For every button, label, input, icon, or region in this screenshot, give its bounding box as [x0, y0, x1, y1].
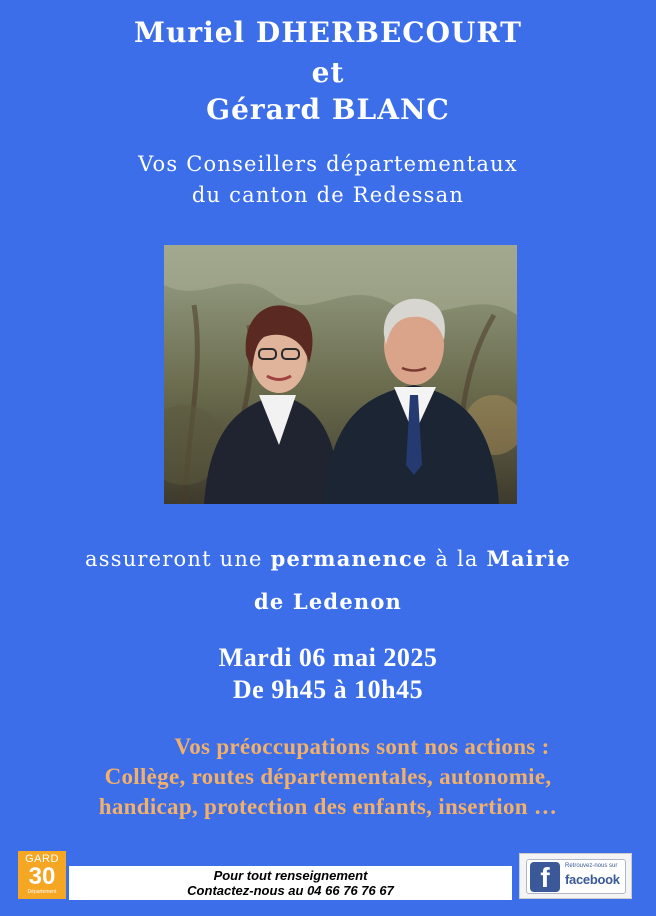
concerns-line-2: Collège, routes départementales, autonomie, — [104, 764, 552, 789]
gard-logo-sub: Département — [27, 889, 57, 895]
facebook-badge[interactable] — [519, 853, 632, 899]
conjunction-et: et — [311, 56, 345, 89]
subtitle-line-1: Vos Conseillers départementaux — [138, 152, 518, 176]
announcement-line-2: de Ledenon — [253, 589, 403, 614]
facebook-f-icon: f — [530, 862, 560, 892]
subtitle-line-2: du canton de Redessan — [191, 183, 465, 207]
contact-line-1: Pour tout renseignement — [213, 868, 368, 883]
name-muriel: Muriel DHERBECOURT — [133, 16, 522, 49]
contact-phone[interactable]: Contactez-nous au 04 66 76 76 67 — [187, 883, 394, 898]
event-date: Mardi 06 mai 2025 — [218, 643, 438, 672]
gard-logo-top: GARD — [25, 853, 59, 865]
contact-box — [69, 866, 512, 900]
facebook-badge-inner — [526, 859, 626, 894]
facebook-small-text: Retrouvez-nous sur — [565, 863, 618, 869]
announcement-text-2: à la — [427, 547, 487, 571]
concerns-line-3: handicap, protection des enfants, insertion … — [98, 794, 558, 819]
announcement-permanence: permanence — [270, 546, 428, 571]
concerns-line-1: Vos préoccupations sont nos actions : — [174, 734, 550, 759]
event-time: De 9h45 à 10h45 — [232, 675, 424, 704]
announcement-mairie: Mairie — [486, 546, 571, 571]
facebook-wordmark: facebook — [565, 872, 620, 887]
announcement-line-1 — [0, 546, 656, 571]
photo-illustration — [164, 245, 517, 504]
gard-logo-number: 30 — [28, 863, 56, 890]
announcement-text-1: assureront une — [85, 547, 271, 571]
gard-30-logo — [18, 851, 66, 899]
name-gerard: Gérard BLANC — [206, 93, 450, 126]
councillors-photo — [164, 245, 517, 504]
